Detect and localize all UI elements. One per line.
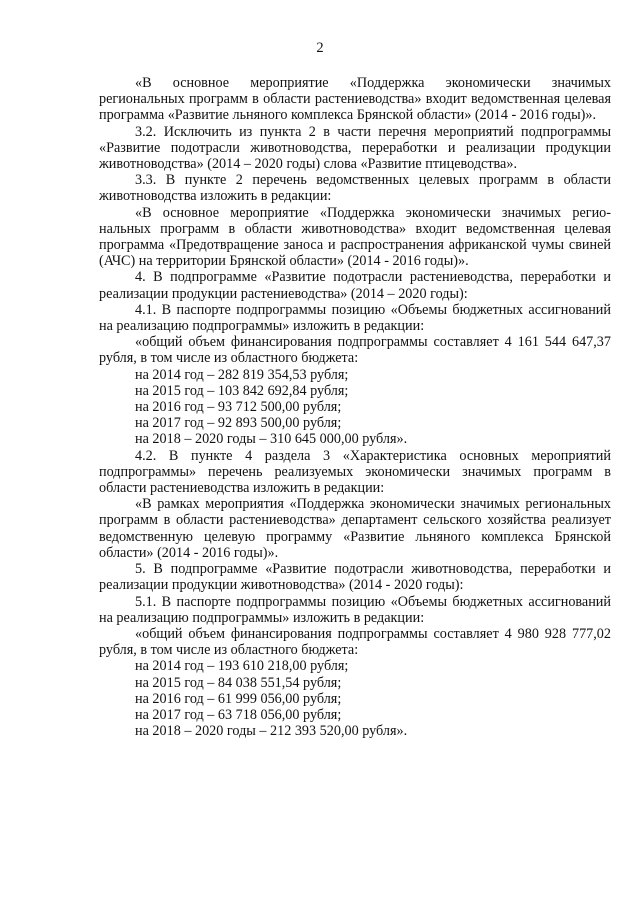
paragraph-crop-total: «общий объем финансирования подпрограммы составляет 4 161 544 647,37 рубля, в том числе из областного бюджета: [99, 334, 611, 367]
funding-line: на 2018 – 2020 годы – 212 393 520,00 рубля». [135, 723, 408, 740]
funding-line: на 2018 – 2020 годы – 310 645 000,00 рубля». [135, 431, 408, 448]
paragraph-ash-program: «В основное мероприятие «Поддержка экономически значимых регио-нальных программ в области животноводства» входит ведомственная целевая программа «Предотвращение заноса и распространения африканской чумы свиней (АЧС) на территории Брянской области» (2014 - 2016 годы)». [99, 204, 611, 270]
page-number: 2 [316, 40, 324, 56]
paragraph-flax-program: «В рамках мероприятия «Поддержка экономически значимых региональных программ в области растениеводства» департамент сельского хозяйства реализует ведомственную целевую программу «Развитие льняного комплекса Брянской области» (2014 - 2016 годы)». [99, 496, 611, 561]
crop-funding-list [99, 367, 611, 448]
funding-line: на 2016 год – 61 999 056,00 рубля; [135, 690, 342, 707]
document-body [99, 75, 611, 739]
paragraph-5-1: 5.1. В паспорте подпрограммы позицию «Объемы бюджетных ассигнований на реализацию подпрограммы» изложить в редакции: [99, 593, 611, 626]
livestock-funding-list [99, 658, 611, 739]
paragraph-4-2: 4.2. В пункте 4 раздела 3 «Характеристика основных мероприятий подпрограммы» перечень реализуемых экономически значимых программ в области растениеводства изложить в редакции: [99, 447, 611, 497]
paragraph-crop-program: «В основное мероприятие «Поддержка экономически значимых региональных программ в области растениеводства» входит ведомственная целевая программа «Развитие льняного комплекса Брянской области» (2014 - 2016 годы)». [99, 75, 611, 124]
paragraph-4-1: 4.1. В паспорте подпрограммы позицию «Объемы бюджетных ассигнований на реализацию подпрограммы» изложить в редакции: [99, 301, 611, 335]
funding-line: на 2014 год – 193 610 218,00 рубля; [135, 658, 349, 675]
paragraph-3-2: 3.2. Исключить из пункта 2 в части перечня мероприятий подпрограммы «Развитие подотрасли животноводства, переработки и реализации продукции животноводства» (2014 – 2020 годы) слова «Развитие птицеводства». [99, 123, 611, 173]
paragraph-5: 5. В подпрограмме «Развитие подотрасли животноводства, переработки и реализации продукции животноводства» (2014 - 2020 годы): [99, 561, 611, 594]
paragraph-3-3: 3.3. В пункте 2 перечень ведомственных целевых программ в области животноводства изложить в редакции: [99, 172, 611, 205]
funding-line: на 2017 год – 63 718 056,00 рубля; [135, 706, 342, 723]
paragraph-4: 4. В подпрограмме «Развитие подотрасли растениеводства, переработки и реализации продукции растениеводства» (2014 – 2020 годы): [99, 269, 611, 302]
funding-line: на 2014 год – 282 819 354,53 рубля; [135, 366, 349, 383]
funding-line: на 2015 год – 84 038 551,54 рубля; [135, 674, 342, 691]
paragraph-livestock-total: «общий объем финансирования подпрограммы составляет 4 980 928 777,02 рубля, в том числе из областного бюджета: [99, 625, 611, 659]
funding-line: на 2017 год – 92 893 500,00 рубля; [135, 415, 342, 432]
funding-line: на 2016 год – 93 712 500,00 рубля; [135, 399, 342, 416]
funding-line: на 2015 год – 103 842 692,84 рубля; [135, 382, 349, 399]
